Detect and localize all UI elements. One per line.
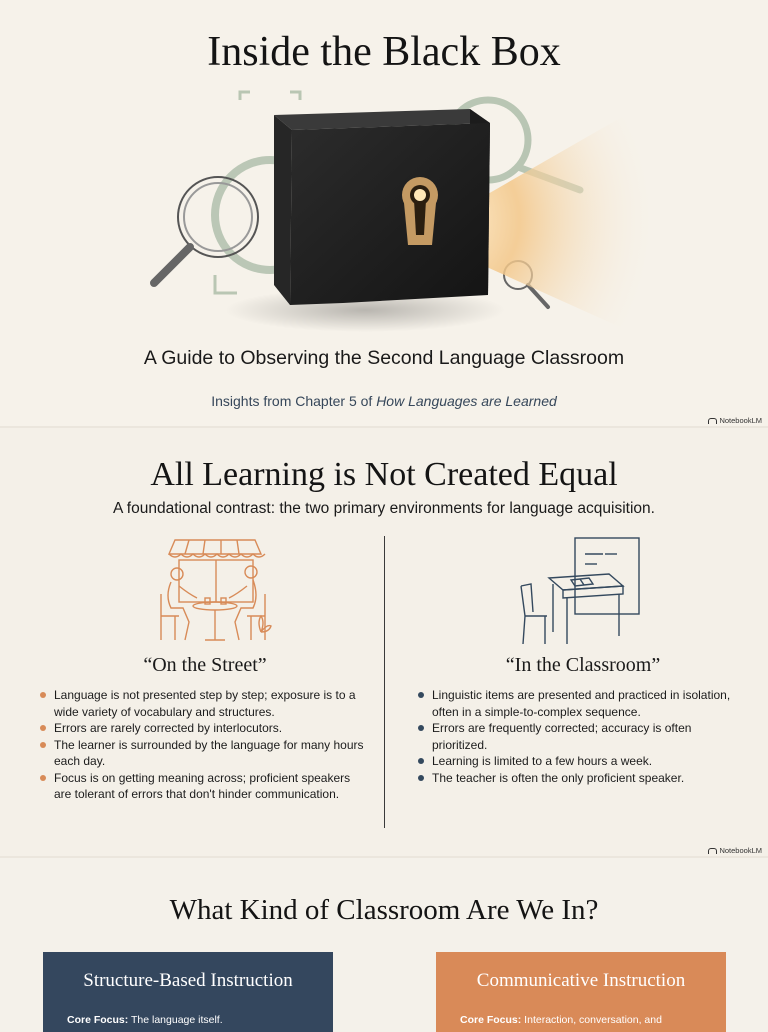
notebooklm-logo-icon — [708, 418, 717, 424]
brand-label: NotebookLM — [719, 416, 762, 425]
slide-subtitle: A Guide to Observing the Second Language Classroom — [143, 347, 625, 369]
street-bullet-list — [40, 687, 370, 803]
source-prefix: Insights from Chapter 5 of — [211, 393, 377, 409]
title-slide — [0, 0, 768, 428]
list-item: The learner is surrounded by the language for many hours each day. — [40, 737, 370, 770]
list-item: Language is not presented step by step; exposure is to a wide variety of vocabulary and structures. — [40, 687, 370, 720]
classroom-column — [418, 536, 748, 786]
list-item: Errors are frequently corrected; accuracy is often prioritized. — [418, 720, 748, 753]
brand-label: NotebookLM — [719, 846, 762, 855]
contrast-slide — [0, 428, 768, 858]
core-focus-label: Core Focus: — [460, 1014, 522, 1026]
street-heading: “On the Street” — [143, 654, 267, 676]
classroom-heading: “In the Classroom” — [505, 654, 661, 676]
core-focus-text: The language itself. — [128, 1014, 223, 1026]
classroom-types-slide — [0, 858, 768, 1024]
slide-title: All Learning is Not Created Equal — [150, 456, 618, 493]
card-title: Structure-Based Instruction — [83, 970, 293, 991]
notebooklm-logo-icon — [708, 848, 717, 854]
card-core-focus — [67, 1014, 223, 1026]
slide-subtitle: A foundational contrast: the two primary environments for language acquisition. — [113, 500, 655, 517]
notebooklm-watermark — [708, 416, 762, 425]
communicative-card — [436, 952, 726, 1032]
black-box-illustration — [140, 85, 660, 345]
column-divider — [384, 536, 385, 828]
slide-title: What Kind of Classroom Are We In? — [169, 894, 599, 926]
core-focus-label: Core Focus: — [67, 1014, 129, 1026]
street-column — [40, 536, 370, 803]
card-core-focus — [460, 1014, 662, 1026]
list-item: Learning is limited to a few hours a week. — [418, 753, 748, 770]
core-focus-text: Interaction, conversation, and — [521, 1014, 662, 1026]
list-item: Focus is on getting meaning across; proficient speakers are tolerant of errors that don't hinder communication. — [40, 770, 370, 803]
classroom-bullet-list — [418, 687, 748, 786]
notebooklm-watermark — [708, 846, 762, 855]
list-item: Linguistic items are presented and practiced in isolation, often in a simple-to-complex sequence. — [418, 687, 748, 720]
book-title: How Languages are Learned — [376, 393, 557, 409]
list-item: Errors are rarely corrected by interlocutors. — [40, 720, 370, 737]
black-box — [274, 109, 490, 305]
keyhole-icon — [402, 177, 438, 245]
cafe-conversation-illustration — [135, 536, 275, 648]
slide-title: Inside the Black Box — [207, 29, 561, 75]
card-title: Communicative Instruction — [476, 970, 686, 991]
structure-based-card — [43, 952, 333, 1032]
list-item: The teacher is often the only proficient speaker. — [418, 770, 748, 787]
source-note — [0, 393, 768, 409]
classroom-desk-illustration — [513, 536, 653, 648]
